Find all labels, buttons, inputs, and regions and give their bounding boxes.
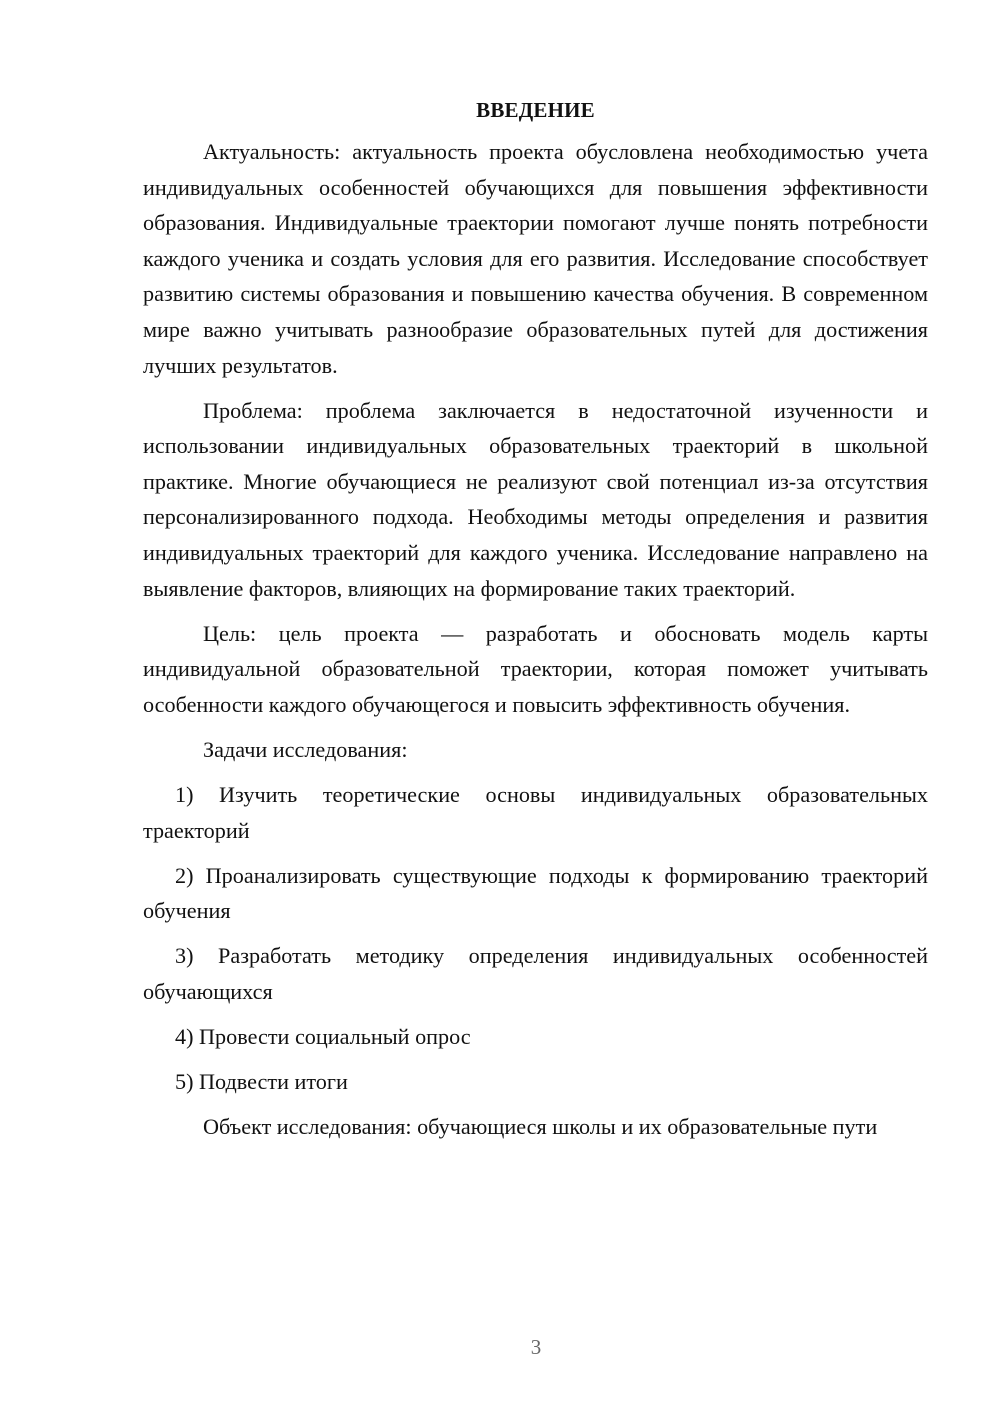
page-content: [143, 92, 928, 1154]
tasks-heading: Задачи исследования:: [203, 737, 408, 762]
task-item: 3) Разработать методику определения индивидуальных особенностей обучающихся: [143, 943, 928, 1005]
object-paragraph: Объект исследования: обучающиеся школы и их образовательные пути: [203, 1114, 878, 1140]
task-item: 5) Подвести итоги: [175, 1069, 348, 1095]
page-number: 3: [530, 1335, 542, 1359]
tasks-list: [143, 777, 928, 1100]
task-item: 4) Провести социальный опрос: [175, 1024, 471, 1050]
task-item: 2) Проанализировать существующие подходы к формированию траекторий обучения: [143, 862, 928, 924]
relevance-paragraph: Актуальность: актуальность проекта обусловлена необходимостью учета индивидуальных особенностей обучающихся для повышения эффективности образования. Индивидуальные траектории помогают лучше понять потребности каждого ученика и создать условия для его развития. Исследование способствует развитию системы образования и повышению качества обучения. В современном мире важно учитывать разнообразие образовательных путей для достижения лучших результатов.: [143, 139, 928, 378]
task-item: 1) Изучить теоретические основы индивидуальных образовательных траекторий: [143, 782, 928, 843]
problem-paragraph: Проблема: проблема заключается в недостаточной изученности и использовании индивидуальных образовательных траекторий в школьной практике. Многие обучающиеся не реализуют свой потенциал из-за отсутствия персонализированного подхода. Необходимы методы определения и развития индивидуальных траекторий для каждого ученика. Исследование направлено на выявление факторов, влияющих на формирование таких траекторий.: [143, 397, 928, 601]
goal-paragraph: Цель: цель проекта — разработать и обосновать модель карты индивидуальной образовательной траектории, которая поможет учитывать особенности каждого обучающегося и повысить эффективность обучения.: [143, 620, 928, 717]
section-title: ВВЕДЕНИЕ: [476, 98, 595, 122]
